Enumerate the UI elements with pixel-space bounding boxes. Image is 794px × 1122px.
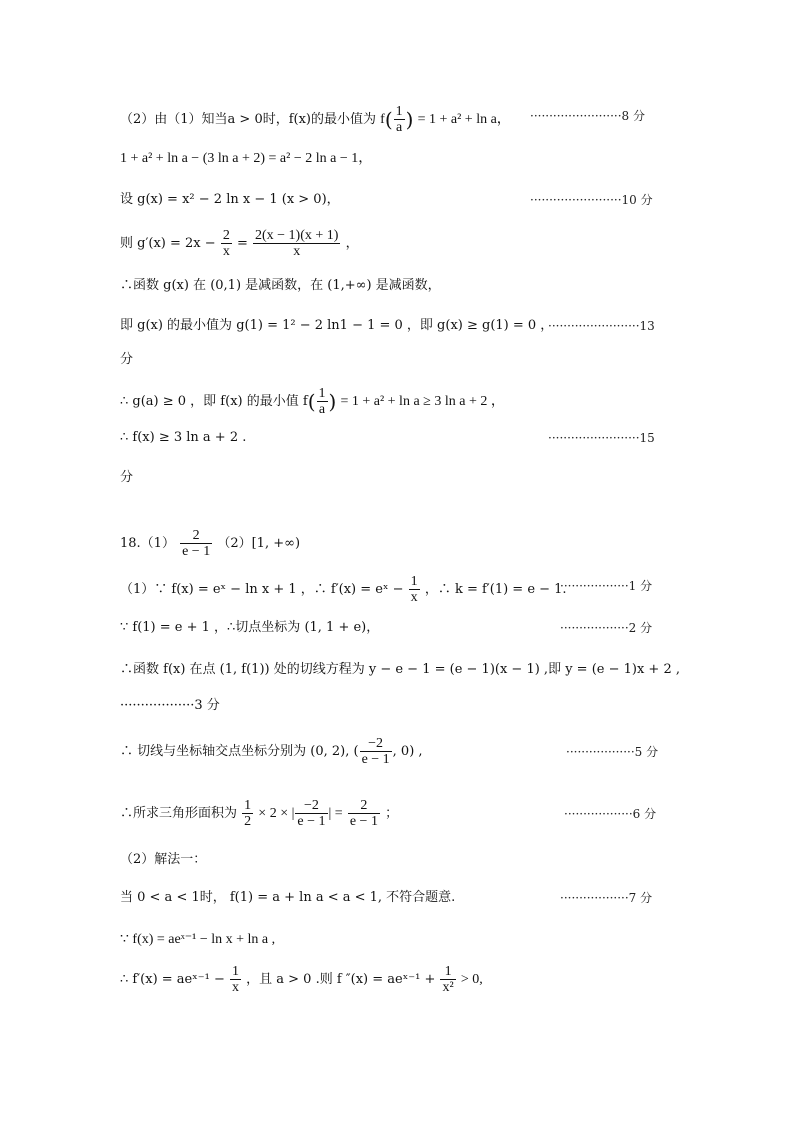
q18-step4-prefix: ∴ 切线与坐标轴交点坐标分别为 (0, 2), ( — [120, 744, 359, 759]
score-3: ··················3 分 — [120, 698, 220, 713]
score-5: ··················5 分 — [566, 745, 659, 759]
fraction-numerator: −2 — [360, 736, 392, 752]
fraction-minus-2-over-e-minus-1 — [295, 798, 327, 829]
g-prime-line — [120, 228, 359, 259]
fraction-numerator: 2 — [348, 798, 380, 814]
fraction-numerator: 1 — [410, 574, 418, 589]
fraction-denominator: x² — [442, 980, 454, 995]
q18-step8-suffix: > 0, — [460, 972, 483, 987]
q18-answer-line — [120, 528, 300, 559]
fraction-1-over-x-squared — [440, 964, 455, 995]
part2-intro-prefix: （2）由（1）知当a > 0时，f(x)的最小值为 — [120, 112, 377, 127]
q18-step1-line — [120, 574, 567, 605]
conclusion-line: ∴ f(x) ≥ 3 ln a + 2 . — [120, 430, 247, 445]
part2-intro-suffix: = 1 + a² + ln a， — [417, 112, 511, 127]
q18-step8-mid: ，且 a > 0 .则 f ″(x) = aeˣ⁻¹ + — [246, 972, 436, 987]
fraction-numerator: 1 — [395, 104, 403, 119]
fraction-numerator: 2(x − 1)(x + 1) — [255, 228, 339, 243]
fraction-1-over-2 — [242, 798, 253, 829]
part2-intro-line: （2）由（1）知当a > 0时，f(x)的最小值为 f( $\frac{1}{a}$ ) = 1 + a² + ln a， — [120, 104, 511, 135]
part2-intro-func: f — [380, 112, 385, 127]
fraction-denominator: e − 1 — [361, 752, 390, 767]
fraction-denominator: e − 1 — [297, 814, 326, 829]
g-prime-suffix: ， — [345, 236, 359, 251]
q18-step5-suffix: ； — [385, 806, 399, 821]
monotone-line: ∴函数 g(x) 在 (0,1) 是减函数，在 (1,+∞) 是减函数， — [120, 278, 441, 293]
score-2: ··················2 分 — [560, 621, 653, 635]
fraction-factored — [253, 228, 340, 259]
fraction-1-over-x — [409, 574, 420, 605]
fraction-numerator: 1 — [440, 964, 455, 980]
q18-step1-suffix: ，∴ k = f′(1) = e − 1. — [424, 582, 567, 597]
q18-step3-line: ∴函数 f(x) 在点 (1, f(1)) 处的切线方程为 y − e − 1 = (e − 1)(x − 1) ,即 y = (e − 1)x + 2 , — [120, 662, 680, 677]
score-10: ························10 分 — [530, 193, 653, 207]
q18-step7-line: ∵ f(x) = aeˣ⁻¹ − ln x + ln a , — [120, 932, 276, 947]
q18-step4-line — [120, 736, 423, 767]
q18-step5-mid: × 2 × | — [258, 806, 295, 821]
q18-answer-prefix: 18.（1） — [120, 536, 175, 551]
fraction-2-over-x — [221, 228, 232, 259]
difference-line: 1 + a² + ln a − (3 ln a + 2) = a² − 2 ln a − 1， — [120, 151, 373, 166]
fraction-2-over-e-minus-1 — [180, 528, 212, 559]
score-15-unit: 分 — [120, 470, 134, 485]
score-8: ························8 分 — [530, 109, 645, 123]
q18-method-label: （2）解法一： — [120, 852, 207, 867]
fraction-1-over-a — [317, 386, 328, 417]
g-a-prefix: ∴ g(a) ≥ 0 ，即 f(x) 的最小值 f — [120, 394, 308, 409]
score-7: ··················7 分 — [560, 891, 653, 905]
fraction-numerator: 1 — [232, 964, 239, 979]
fraction-denominator: a — [318, 402, 326, 417]
score-13: ························13 — [548, 319, 655, 333]
score-15: ························15 — [548, 431, 655, 445]
fraction-numerator: 1 — [318, 386, 326, 401]
fraction-numerator: 2 — [222, 228, 230, 243]
q18-step6-line: 当 0 < a < 1时， f(1) = a + ln a < a < 1, 不符合题意. — [120, 890, 456, 905]
fraction-denominator: e − 1 — [182, 544, 211, 559]
fraction-denominator: a — [396, 120, 403, 135]
equals-sign: = — [236, 236, 248, 251]
fraction-denominator: x — [222, 244, 230, 259]
q18-step2-line: ∵ f(1) = e + 1 ，∴切点坐标为 (1, 1 + e)， — [120, 620, 380, 635]
fraction-denominator: x — [232, 980, 239, 995]
q18-step8-line — [120, 964, 483, 995]
q18-step5-line — [120, 798, 398, 829]
fraction-denominator: x — [293, 244, 301, 259]
g-prime-prefix: 则 g′(x) = 2x − — [120, 236, 216, 251]
score-13-unit: 分 — [120, 352, 134, 367]
score-6: ··················6 分 — [564, 807, 657, 821]
define-g-line: 设 g(x) = x² − 2 ln x − 1 (x > 0)， — [120, 192, 340, 207]
fraction-numerator: 1 — [244, 798, 252, 813]
fraction-numerator: −2 — [295, 798, 327, 814]
q18-step4-suffix: , 0) , — [392, 744, 423, 759]
score-1: ··················1 分 — [560, 579, 653, 593]
g-a-suffix: = 1 + a² + ln a ≥ 3 ln a + 2 ， — [340, 394, 505, 409]
fraction-1-over-a — [394, 104, 405, 135]
fraction-denominator: e − 1 — [349, 814, 378, 829]
fraction-numerator: 2 — [180, 528, 212, 544]
fraction-minus-2-over-e-minus-1 — [360, 736, 392, 767]
q18-step5-prefix: ∴所求三角形面积为 — [120, 806, 238, 821]
fraction-denominator: x — [410, 590, 418, 605]
fraction-1-over-x — [230, 964, 241, 995]
g-a-line: ∴ g(a) ≥ 0 ，即 f(x) 的最小值 f( $\frac{1}{a}$ ) = 1 + a² + ln a ≥ 3 ln a + 2 ， — [120, 386, 505, 417]
q18-step8-prefix: ∴ f′(x) = aeˣ⁻¹ − — [120, 972, 225, 987]
q18-answer-interval: （2）[1, +∞) — [217, 536, 301, 551]
fraction-denominator: 2 — [244, 814, 252, 829]
q18-step5-mid2: | = — [328, 806, 343, 821]
g-min-line: 即 g(x) 的最小值为 g(1) = 1² − 2 ln1 − 1 = 0 ，即 g(x) ≥ g(1) = 0 ， — [120, 318, 554, 333]
q18-step1-prefix: （1）∵ f(x) = eˣ − ln x + 1 ，∴ f′(x) = eˣ − — [120, 582, 404, 597]
fraction-2-over-e-minus-1 — [348, 798, 380, 829]
